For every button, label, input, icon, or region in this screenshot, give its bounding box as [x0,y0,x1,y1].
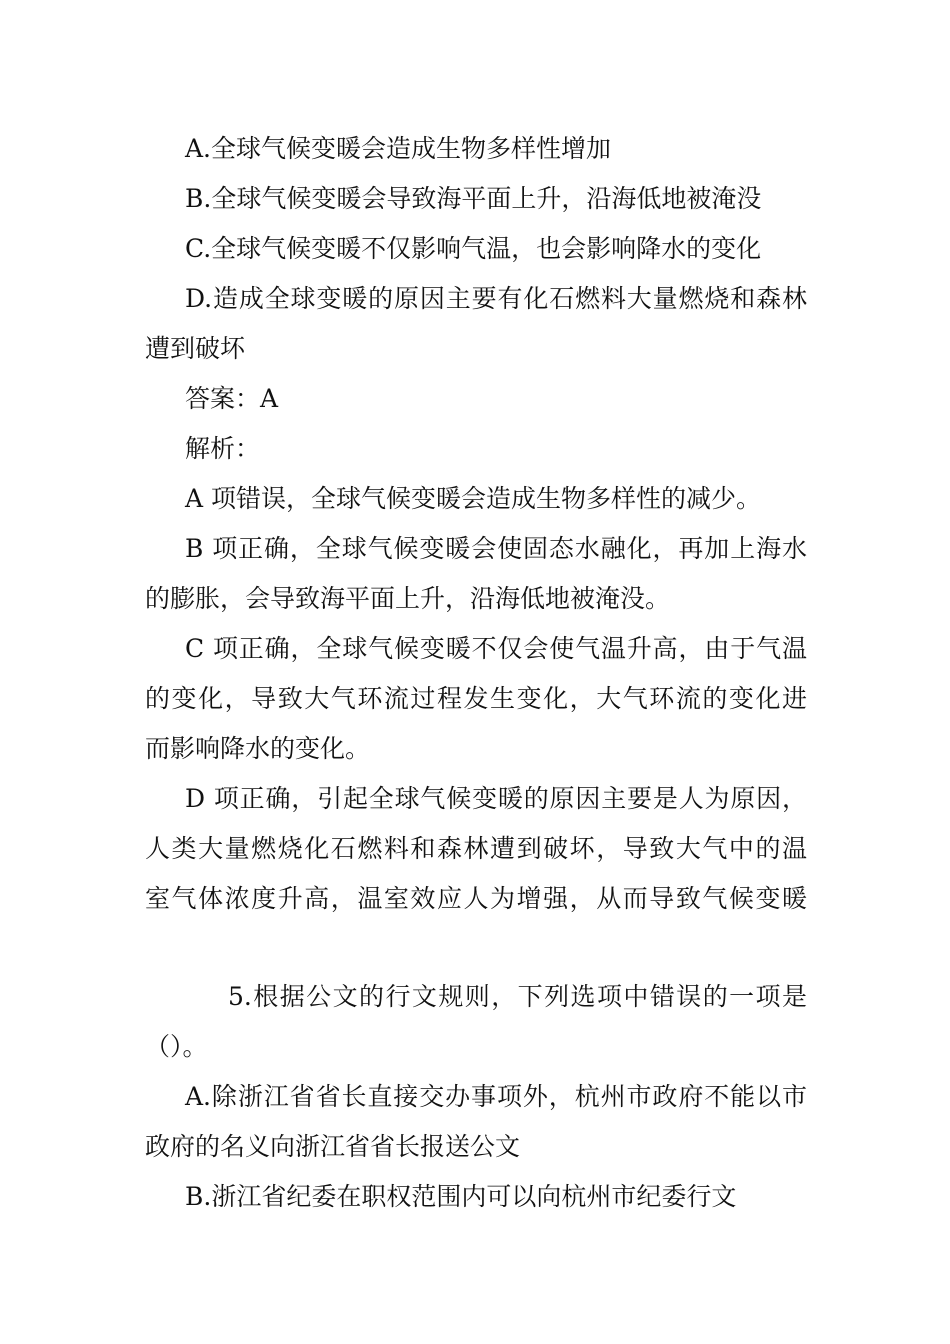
analysis-d-line2: 人类大量燃烧化石燃料和森林遭到破坏，导致大气中的温 [145,834,807,863]
option-d-line2: 遭到破坏 [145,334,246,363]
question5-stem-line2: （）。 [145,1032,208,1061]
analysis-c-line2: 的变化，导致大气环流过程发生变化，大气环流的变化进 [145,684,807,713]
analysis-d-line3: 室气体浓度升高，温室效应人为增强，从而导致气候变暖 [145,884,807,913]
option-b: B.全球气候变暖会导致海平面上升，沿海低地被淹没 [185,184,762,213]
question5-option-b: B.浙江省纪委在职权范围内可以向杭州市纪委行文 [185,1182,737,1211]
question5-option-a-line1: A.除浙江省省长直接交办事项外，杭州市政府不能以市 [185,1082,807,1111]
analysis-c-line1: C 项正确，全球气候变暖不仅会使气温升高，由于气温 [185,634,807,663]
question5-stem-line1: 5.根据公文的行文规则，下列选项中错误的一项是 [228,982,807,1011]
analysis-label: 解析： [185,434,261,463]
option-a: A.全球气候变暖会造成生物多样性增加 [185,134,612,163]
analysis-a: A 项错误，全球气候变暖会造成生物多样性的减少。 [185,484,762,513]
analysis-b-line2: 的膨胀，会导致海平面上升，沿海低地被淹没。 [145,584,671,613]
answer: 答案：A [185,384,279,413]
analysis-c-line3: 而影响降水的变化。 [145,734,371,763]
analysis-b-line1: B 项正确，全球气候变暖会使固态水融化，再加上海水 [185,534,807,563]
option-c: C.全球气候变暖不仅影响气温，也会影响降水的变化 [185,234,762,263]
question5-option-a-line2: 政府的名义向浙江省省长报送公文 [145,1132,521,1161]
analysis-d-line1: D 项正确，引起全球气候变暖的原因主要是人为原因， [185,784,807,813]
option-d-line1: D.造成全球变暖的原因主要有化石燃料大量燃烧和森林 [185,284,807,313]
